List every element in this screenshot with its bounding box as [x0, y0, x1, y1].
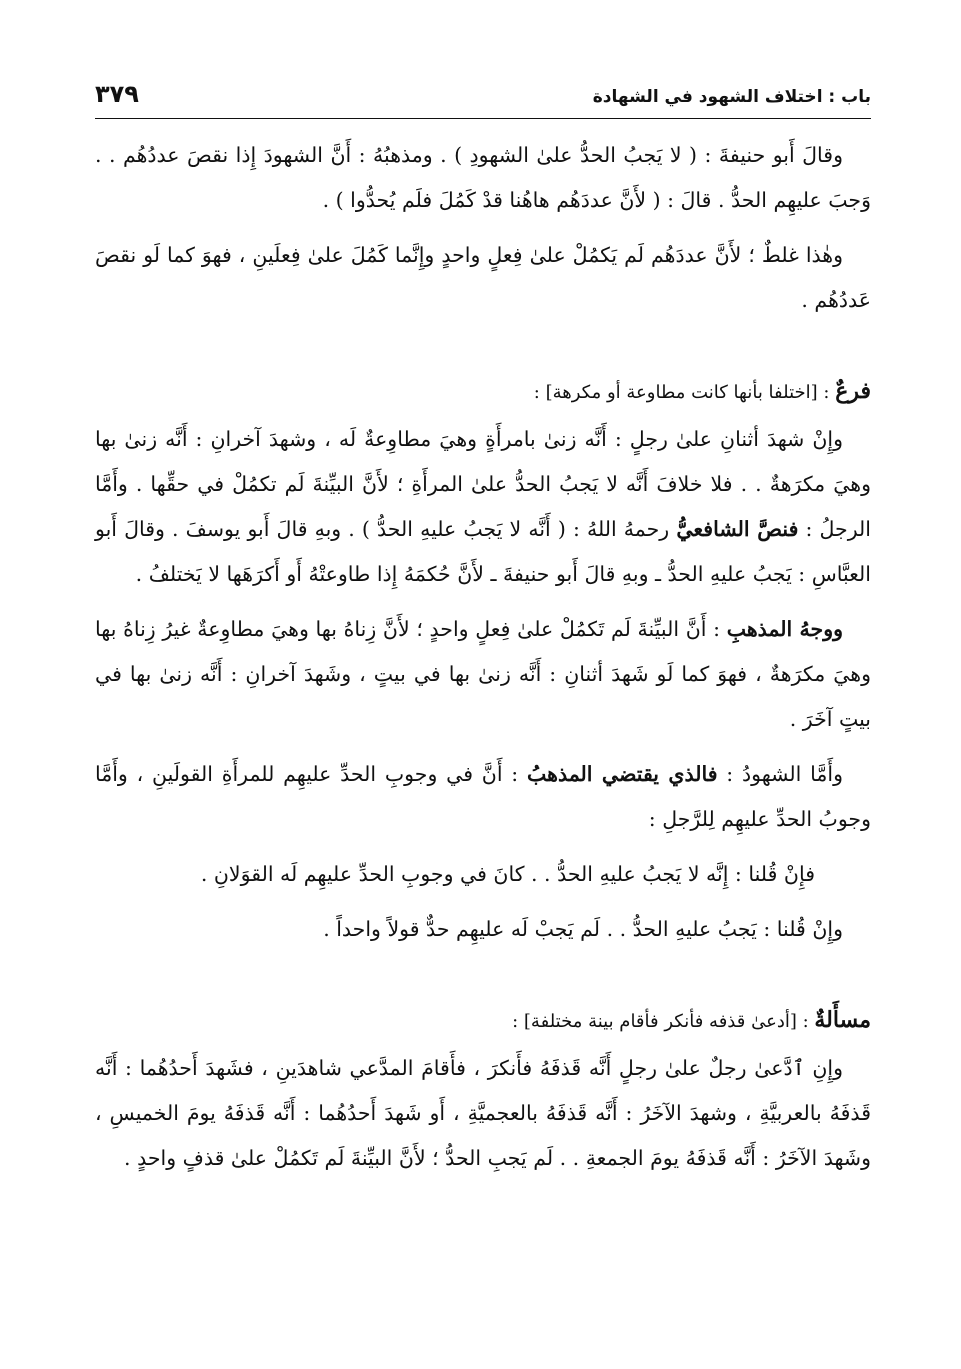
paragraph-refutation: وهٰذا غلطٌ ؛ لأَنَّ عددَهُم لَم يَكمُلْ علىٰ فِعلٍ واحدٍ وإِنَّما كَمُلَ علىٰ فِعلَينِ ، فهوَ كما لَو نقصَ عَددُهُم .: [95, 243, 871, 312]
paragraph-text: وإِنْ شهدَ أثنانِ علىٰ رجلٍ : أَنَّه زنىٰ بامرأَةٍ وهيَ مطاوِعةٌ لَه ، وشهدَ آخرانِ : أَنَّه زنىٰ بها وهيَ مكرَهةٌ . . فلا خلافَ أَنَّه لا يَجبُ الحدُّ علىٰ المرأَةِ ؛ لأَنَّ البيِّنةَ لَم تكمُلْ في حقِّها . وأَمَّا الرجلُ :: [95, 427, 871, 541]
paragraph-second-case: وإِنْ قُلنا : يَجبُ عليهِ الحدُّ . . لَم يَجبْ لَه عليهِم حدٌّ قولاً واحداً .: [323, 917, 843, 941]
paragraph-text: : أَنَّ البيِّنةَ لَم تَكمُلْ علىٰ فِعلٍ واحدٍ ؛ لأَنَّ زِناهُ بها وهيَ مطاوِعةٌ غيرُ زِناهُ بها وهيَ مكرَهةٌ ، فهوَ كما لَو شَهدَ أثنانِ : أَنَّه زنىٰ بها في بيتٍ ، وشَهدَ آخرانِ : أَنَّه زنىٰ بها في بيتٍ آخَرَ .: [95, 617, 871, 731]
chapter-title: باب : اختلاف الشهود في الشهادة: [592, 87, 871, 107]
paragraph-witnesses-ruling: [95, 752, 871, 842]
running-header: [95, 80, 871, 118]
emphasis-text: فنصَّ الشافعيُّ: [676, 517, 799, 541]
header-divider: [95, 118, 871, 119]
section-keyword: مسأَلةٌ: [814, 1007, 871, 1033]
paragraph-text: رحمهُ اللهُ : ( أَنَّه لا يَجبُ عليهِ الحدُّ ) . وبهِ قالَ أَبو يوسفَ . وقالَ أَبو العبَّاسِ : يَجبُ عليهِ الحدُّ ـ وبهِ قالَ أَبو حنيفةَ ـ لأَنَّ حُكمَهُ إِذا طاوعتْهُ أَو أَكرَهَها لا يَختلفُ .: [95, 517, 871, 586]
paragraph-qadhf-claim: وإِنِ ٱدَّعىٰ رجلٌ علىٰ رجلٍ أَنَّه قَذفَهُ فأَنكرَ ، فأَقامَ المدَّعي شاهدَينِ ، فشَهدَ أَحدُهُما : أَنَّه قَذفَهُ بالعربيَّةِ ، وشهدَ الآخَرُ : أَنَّه قَذفَهُ بالعجميَّةِ ، أَو شَهدَ أَحدُهُما : أَنَّه قَذفَهُ يومَ الخميسِ ، وشَهدَ الآخَرُ : أَنَّه قَذفَهُ يومَ الجمعةِ . . لَم يَجبِ الحدُّ ؛ لأَنَّ البيِّنةَ لَم تَكمُلْ علىٰ قذفٍ واحدٍ .: [95, 1056, 871, 1170]
section-keyword: فرعٌ: [835, 378, 871, 404]
emphasis-text: فالذي يقتضي المذهبُ: [527, 762, 718, 786]
paragraph-text: : أَنَّ في وجوبِ الحدِّ عليهِم للمرأَةِ القولَينِ ، وأَمَّا وجوبُ الحدِّ عليهِم لِلرَّجلِ :: [95, 762, 871, 831]
paragraph-madhhab-reasoning: [95, 607, 871, 742]
page-number: ٣٧٩: [95, 80, 139, 108]
book-page: [95, 80, 871, 1191]
section-heading-masala: [95, 998, 871, 1044]
paragraph-abu-hanifa-view: وقالَ أَبو حنيفةَ : ( لا يَجبُ الحدُّ علىٰ الشهودِ ) . ومذهبُهُ : أَنَّ الشهودَ إِذا نقصَ عددُهُم . . وَجبَ عليهِم الحدُّ . قالَ : ( لأَنَّ عددَهُم هاهُنا قدْ كَمُلَ فلَم يُحدُّوا ) .: [95, 143, 871, 212]
paragraph-testimony-case: [95, 417, 871, 597]
emphasis-text: ووجهُ المذهبِ: [726, 617, 843, 641]
section-title: : [اختلفا بأنها كانت مطاوعة أو مكرهة] :: [533, 382, 836, 403]
paragraph-first-case: فإِنْ قُلنا : إِنَّه لا يَجبُ عليهِ الحدُّ . . كانَ في وجوبِ الحدِّ عليهِم لَه القوَلانِ .: [200, 862, 815, 886]
section-title: : [أدعىٰ قذفه فأنكر فأقام بينة مختلفة] :: [512, 1011, 815, 1032]
paragraph-text: وأَمَّا الشهودُ :: [726, 762, 843, 786]
section-heading-far: [95, 369, 871, 415]
